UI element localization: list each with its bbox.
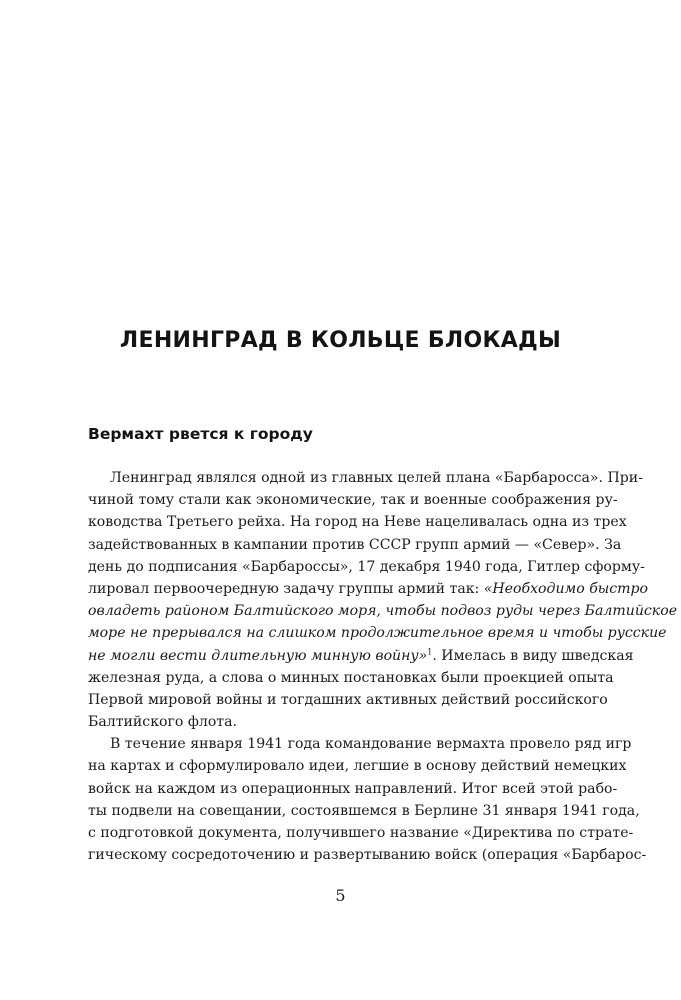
text-line: гическому сосредоточению и развертыванию войск (операция «Барбарос-	[88, 847, 647, 864]
text-segment: лировал первоочередную задачу группы армий так:	[88, 580, 484, 597]
text-segment: . Имелась в виду шведская	[432, 647, 634, 664]
paragraph-2	[88, 733, 647, 866]
text-line: В течение января 1941 года командование вермахта провело ряд игр	[110, 736, 632, 753]
text-line: Ленинград являлся одной из главных целей плана «Барбаросса». При-	[110, 470, 643, 486]
text-line: чиной тому стали как экономические, так и военные соображения ру-	[88, 492, 618, 509]
text-line: день до подписания «Барбароссы», 17 декабря 1940 года, Гитлер сформу-	[88, 558, 645, 575]
quote-line: овладеть районом Балтийского моря, чтобы подвоз руды через Балтийское	[88, 603, 678, 620]
text-line: железная руда, а слова о минных постановках были проекцией опыта	[88, 669, 614, 686]
text-line: Балтийского флота.	[88, 714, 237, 731]
section-title: Вермахт рвется к городу	[88, 425, 313, 443]
quote-line: море не прерывался на слишком продолжительное время и чтобы русские	[88, 625, 667, 642]
text-line	[88, 578, 649, 600]
text-line: ты подвели на совещании, состоявшемся в Берлине 31 января 1941 года,	[88, 802, 640, 819]
text-line: войск на каждом из операционных направлений. Итог всей этой рабо-	[88, 780, 618, 797]
text-line: ководства Третьего рейха. На город на Неве нацеливалась одна из трех	[88, 514, 627, 531]
page-number: 5	[335, 886, 346, 905]
text-line	[88, 645, 634, 667]
quote-segment: не могли вести длительную минную войну»	[88, 647, 428, 664]
text-line: Первой мировой войны и тогдашних активных действий российского	[88, 691, 608, 708]
body-text	[88, 467, 678, 866]
paragraph-1	[88, 467, 678, 733]
quote-segment: «Необходимо быстро	[483, 580, 649, 597]
text-line: задействованных в кампании против СССР групп армий — «Север». За	[88, 536, 622, 553]
footnote-ref: 1	[427, 646, 433, 656]
text-line: с подготовкой документа, получившего название «Директива по страте-	[88, 825, 634, 841]
chapter-title: ЛЕНИНГРАД В КОЛЬЦЕ БЛОКАДЫ	[119, 328, 562, 353]
text-line: на картах и сформулировало идеи, легшие в основу действий немецких	[88, 758, 627, 775]
